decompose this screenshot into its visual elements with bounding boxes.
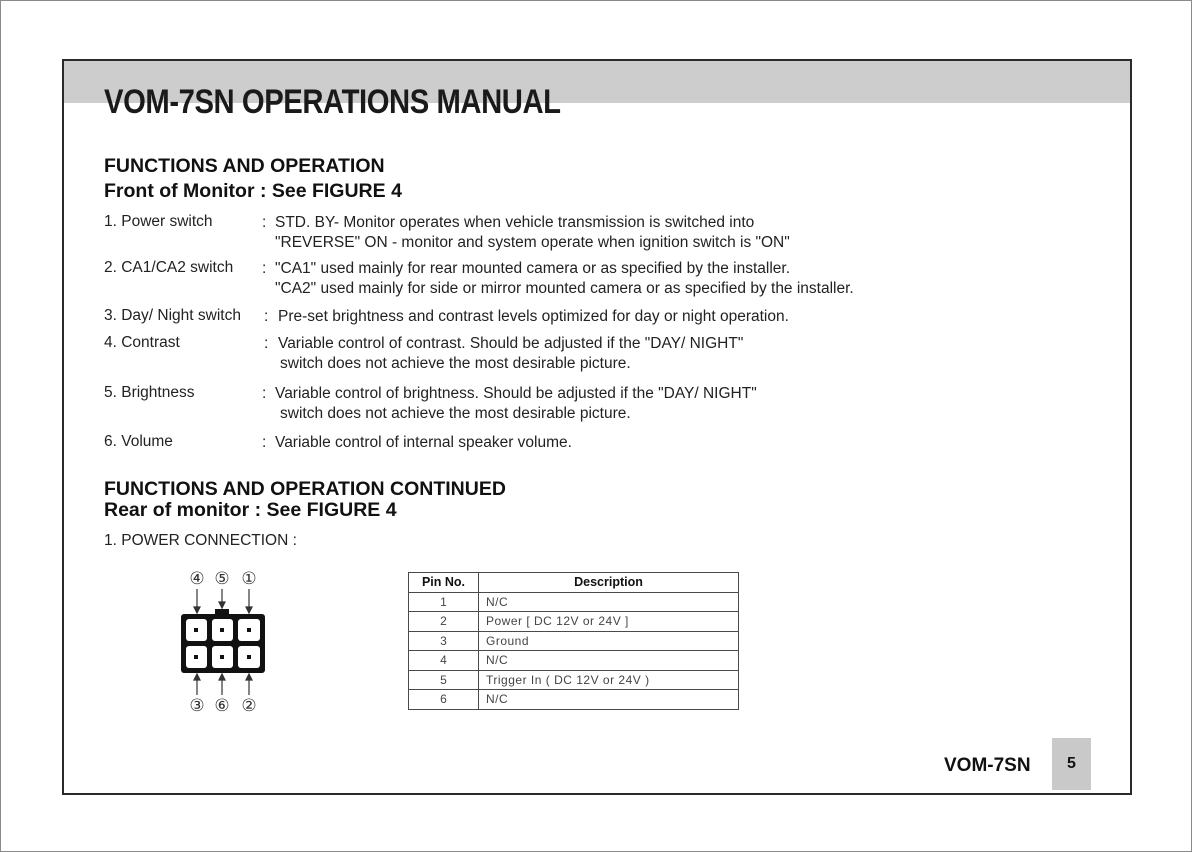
pin-number: 3	[409, 631, 479, 651]
item-label-volume: 6. Volume	[104, 433, 173, 450]
connector-pin-label: ①	[241, 569, 257, 589]
pin-description: N/C	[479, 690, 739, 710]
connector-pin-label: ②	[241, 696, 257, 715]
item-desc-line: Pre-set brightness and contrast levels optimized for day or night operation.	[278, 308, 789, 325]
header-pin-no: Pin No.	[409, 573, 479, 593]
page-number: 5	[1067, 755, 1076, 772]
pin-description: N/C	[479, 651, 739, 671]
connector-pin-label: ⑤	[214, 569, 230, 589]
item-desc-line: switch does not achieve the most desirable picture.	[280, 405, 631, 422]
table-header-row	[409, 573, 739, 593]
item-desc-line: Variable control of internal speaker volume.	[275, 434, 572, 451]
pin-number: 4	[409, 651, 479, 671]
pin-description: Ground	[479, 631, 739, 651]
pin-description: Trigger In ( DC 12V or 24V )	[479, 670, 739, 690]
item-sep: :	[262, 260, 267, 277]
item-desc-line: switch does not achieve the most desirable picture.	[280, 355, 631, 372]
table-row	[409, 592, 739, 612]
pin-number: 6	[409, 690, 479, 710]
pin-number: 2	[409, 612, 479, 632]
item-sep: :	[264, 335, 269, 352]
table-row	[409, 670, 739, 690]
connector-pin-label: ⑥	[214, 696, 230, 715]
item-label-ca-switch: 2. CA1/CA2 switch	[104, 259, 234, 276]
page-title: VOM-7SN OPERATIONS MANUAL	[104, 83, 561, 121]
connector-pin-label: ③	[189, 696, 205, 715]
item-desc-line: Variable control of contrast. Should be adjusted if the "DAY/ NIGHT"	[278, 335, 744, 352]
item-label-contrast: 4. Contrast	[104, 334, 180, 351]
power-connection-label: 1. POWER CONNECTION :	[104, 532, 297, 549]
footer-model: VOM-7SN	[944, 755, 1031, 776]
table-row	[409, 612, 739, 632]
item-sep: :	[264, 308, 269, 325]
item-label-brightness: 5. Brightness	[104, 384, 195, 401]
front-subheading: Front of Monitor : See FIGURE 4	[104, 180, 402, 202]
item-desc-line: "CA1" used mainly for rear mounted camera or as specified by the installer.	[275, 260, 790, 277]
table-row	[409, 651, 739, 671]
power-connector-diagram	[175, 565, 285, 715]
pin-number: 1	[409, 592, 479, 612]
item-label-power-switch: 1. Power switch	[104, 213, 213, 230]
item-label-day-night-switch: 3. Day/ Night switch	[104, 307, 241, 324]
item-sep: :	[262, 434, 267, 451]
rear-subheading: Rear of monitor : See FIGURE 4	[104, 499, 397, 521]
connector-pin-label: ④	[189, 569, 205, 589]
pin-number: 5	[409, 670, 479, 690]
item-desc-line: "CA2" used mainly for side or mirror mounted camera or as specified by the installer.	[275, 280, 854, 297]
pin-description: Power [ DC 12V or 24V ]	[479, 612, 739, 632]
pin-table	[408, 572, 739, 710]
front-heading: FUNCTIONS AND OPERATION	[104, 155, 385, 177]
pin-description: N/C	[479, 592, 739, 612]
item-sep: :	[262, 214, 267, 231]
header-description: Description	[479, 573, 739, 593]
item-desc-line: STD. BY- Monitor operates when vehicle transmission is switched into	[275, 214, 755, 231]
rear-heading: FUNCTIONS AND OPERATION CONTINUED	[104, 478, 506, 500]
table-row	[409, 690, 739, 710]
item-desc-line: "REVERSE" ON - monitor and system operate when ignition switch is "ON"	[275, 234, 790, 251]
item-desc-line: Variable control of brightness. Should be adjusted if the "DAY/ NIGHT"	[275, 385, 757, 402]
item-sep: :	[262, 385, 267, 402]
table-row	[409, 631, 739, 651]
